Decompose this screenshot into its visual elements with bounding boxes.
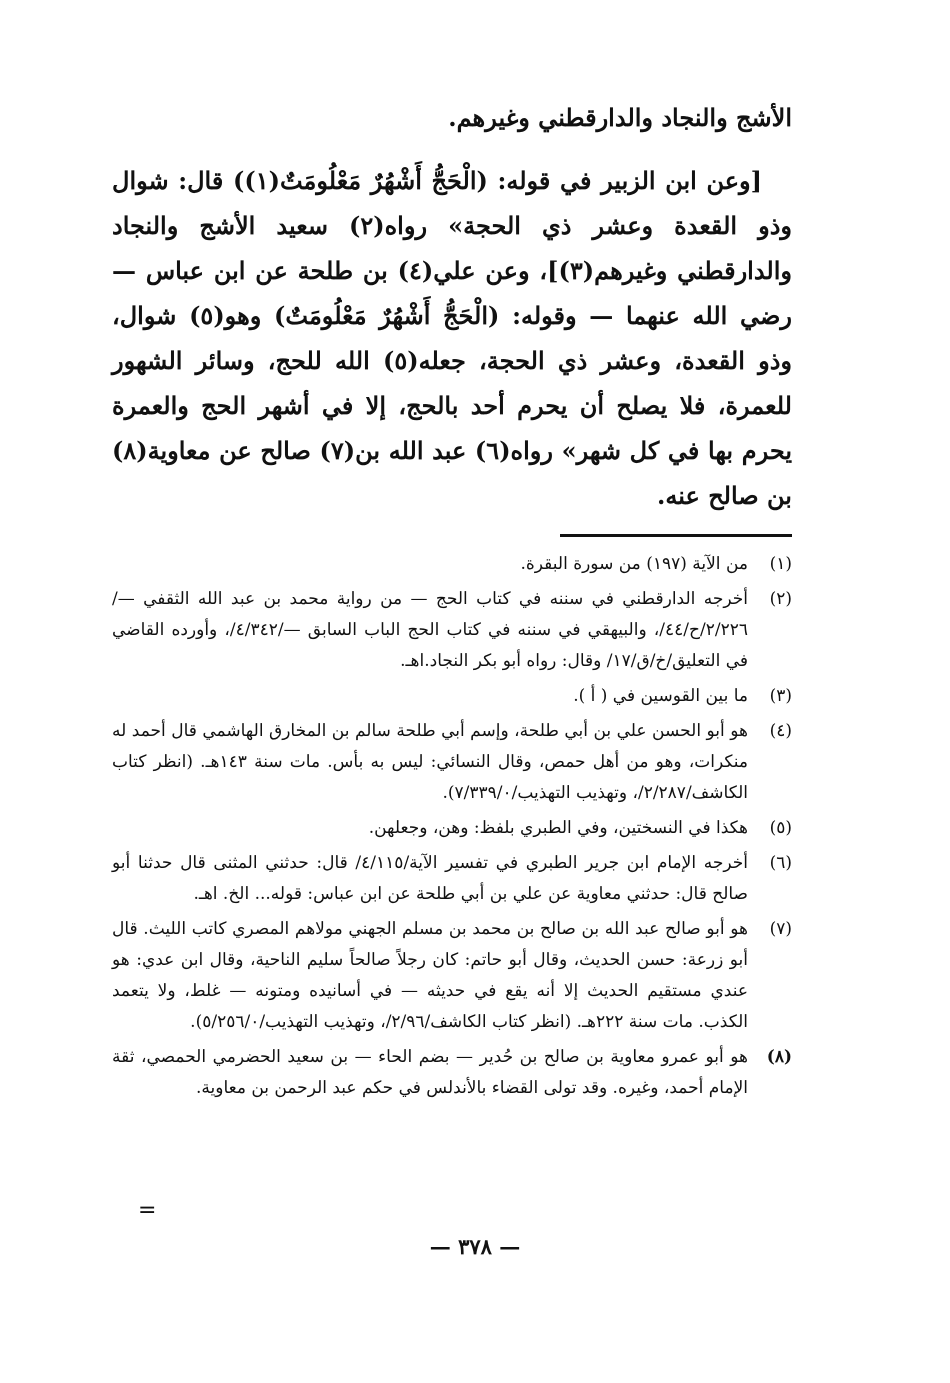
- footnote-number: (٢): [769, 589, 792, 609]
- footnote-4: [112, 716, 792, 809]
- footnote-5: [112, 813, 792, 844]
- footnote-text: هو أبو عمرو معاوية بن صالح بن حُدير — بضم الحاء — بن سعيد الحضرمي الحمصي، ثقة الإمام أحمد، وغيره. وقد تولى القضاء بالأندلس في حكم عبد الرحمن بن معاوية.: [112, 1047, 748, 1098]
- page-number: — ٣٧٨ —: [429, 1234, 521, 1259]
- footnote-text: هو أبو صالح عبد الله بن صالح بن محمد بن مسلم الجهني مولاهم المصري كاتب الليث. قال أبو زرعة: حسن الحديث، وقال أبو حاتم: كان رجلاً صالحاً سليم الناحية، وقال ابن عدي: هو عندي مستقيم الحديث إلا أنه يقع في حديثه — في أسانيده ومتونه — غلط، ولا يتعمد الكذب. مات سنة ٢٢٢هـ. (انظر كتاب الكاشف/٢/٩٦/، وتهذيب التهذيب/٥/٢٥٦/٠).: [112, 919, 748, 1032]
- footnote-text: أخرجه الإمام ابن جرير الطبري في تفسير الآية/٤/١١٥/ قال: حدثني المثنى قال حدثنا أبو صالح قال: حدثني معاوية عن علي بن أبي طلحة عن ابن عباس: قوله... الخ. اهـ.: [112, 853, 748, 904]
- footnote-6: [112, 848, 792, 910]
- footnote-number: (٨): [766, 1047, 792, 1067]
- footnote-2: [112, 584, 792, 677]
- footnote-number: (١): [769, 554, 792, 574]
- footnotes-list: [112, 549, 792, 1104]
- footnote-text: أخرجه الدارقطني في سننه في كتاب الحج — من رواية محمد بن عبد الله الثقفي —/٢/٢٢٦/ح/٤٤/، والبيهقي في سننه في كتاب الحج الباب السابق —/٤/٣٤٢/، وأورده القاضي في التعليق/خ/ق/١٧/ وقال: رواه أبو بكر النجاد.اهـ.: [112, 589, 748, 671]
- footnote-text: من الآية (١٩٧) من سورة البقرة.: [520, 554, 748, 574]
- main-paragraph: [وعن ابن الزبير في قوله: (الْحَجُّ أَشْهُرٌ مَعْلُومَتٌ(١)) قال: شوال وذو القعدة وعشر ذي الحجة» رواه(٢) سعيد الأشج والنجاد والدارقطني وغيرهم(٣)]، وعن علي(٤) بن طلحة عن ابن عباس — رضي الله عنهما — وقوله: (الْحَجُّ أَشْهُرٌ مَعْلُومَتٌ) وهو(٥) شوال، وذو القعدة، وعشر ذي الحجة، جعله(٥) الله للحج، وسائر الشهور للعمرة، فلا يصلح أن يحرم أحد بالحج، إلا في أشهر الحج والعمرة يحرم بها في كل شهر» رواه(٦) عبد الله بن(٧) صالح عن معاوية(٨) بن صالح عنه.: [112, 166, 792, 510]
- footnote-number: (٣): [769, 686, 792, 706]
- footnote-7: [112, 914, 792, 1038]
- footnote-8: [112, 1042, 792, 1104]
- footnote-number: (٦): [769, 853, 792, 873]
- footnote-text: هو أبو الحسن علي بن أبي طلحة، وإسم أبي طلحة سالم بن المخارق الهاشمي قال أحمد له منكرات، وهو من أهل حمص، وقال النسائي: ليس به بأس. مات سنة ١٤٣هـ. (انظر كتاب الكاشف/٢/٢٨٧/، وتهذيب التهذيب/٧/٣٣٩/٠).: [112, 721, 749, 803]
- footnote-text: ما بين القوسين في ( أ ).: [573, 686, 748, 706]
- section-end-mark: =: [138, 1198, 157, 1223]
- footnote-1: [112, 549, 792, 580]
- footnote-text: هكذا في النسختين، وفي الطبري بلفظ: وهن، وجعلهن.: [368, 818, 748, 838]
- footnote-number: (٥): [769, 818, 792, 838]
- lead-line: الأشج والنجاد والدارقطني وغيرهم.: [448, 103, 792, 132]
- page-body: [112, 96, 792, 1108]
- footnote-number: (٧): [769, 919, 792, 939]
- footnote-separator: [560, 534, 792, 537]
- footnote-number: (٤): [769, 721, 792, 741]
- footnote-3: [112, 681, 792, 712]
